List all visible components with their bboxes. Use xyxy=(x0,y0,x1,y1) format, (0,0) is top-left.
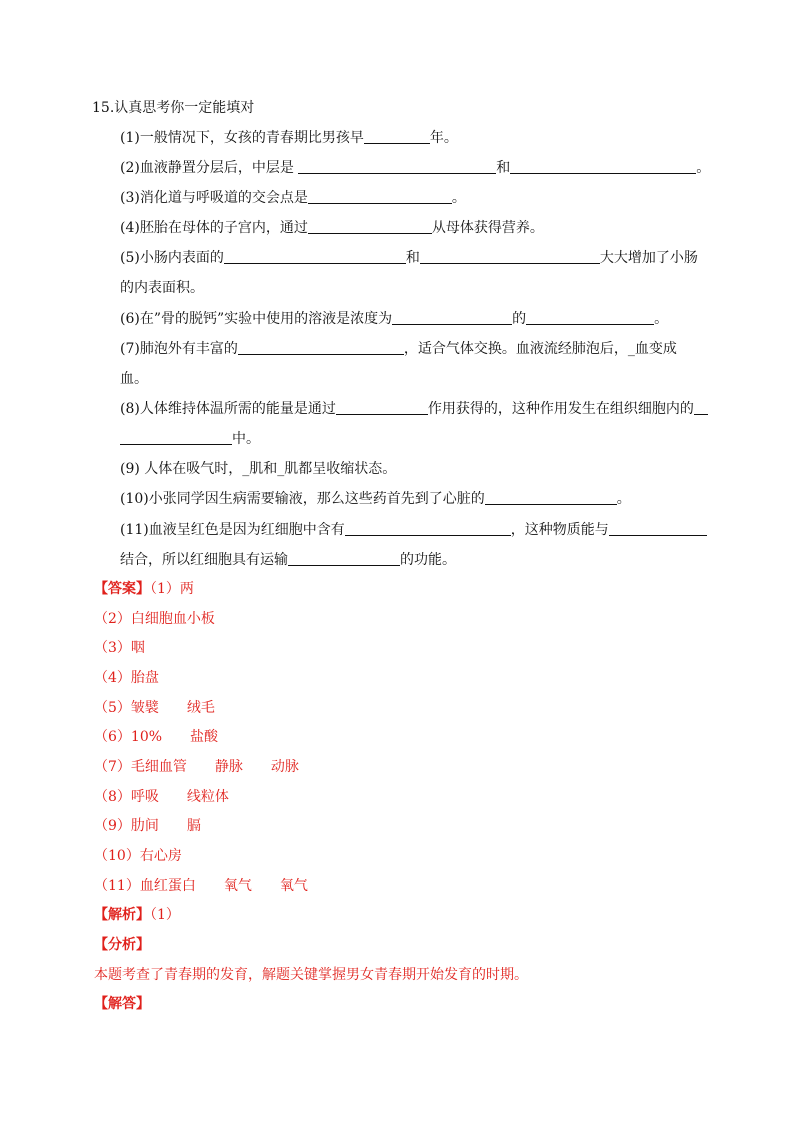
analysis-text: 本题考查了青春期的发育，解题关键掌握男女青春期开始发育的时期。 xyxy=(94,967,528,983)
blank[interactable] xyxy=(120,430,232,445)
solve-heading: 【解答】 xyxy=(94,996,150,1012)
answer-line-7: （7）毛细血管 静脉 动脉 xyxy=(94,759,299,775)
question-title: 15.认真思考你一定能填对 xyxy=(92,100,255,116)
answer-line-10: （10）右心房 xyxy=(94,848,182,864)
blank[interactable] xyxy=(694,400,708,415)
blank[interactable] xyxy=(224,249,406,264)
answer-line-5: （5）皱襞 绒毛 xyxy=(94,700,215,716)
answer-line-11: （11）血红蛋白 氧气 氧气 xyxy=(94,878,308,894)
question-item-8: (8)人体维持体温所需的能量是通过 作用获得的，这种作用发生在组织细胞内的 xyxy=(120,399,708,419)
answer-heading: 【答案】 xyxy=(94,581,150,597)
question-item-9: (9) 人体在吸气时，_肌和_肌都呈收缩状态。 xyxy=(120,461,397,477)
question-item-6: (6)在”骨的脱钙”实验中使用的溶液是浓度为 的 。 xyxy=(120,311,669,327)
answer-line-1: 【答案】（1）两 xyxy=(94,581,194,597)
answer-line-3: （3）咽 xyxy=(94,640,145,656)
question-item-11: (11)血液呈红色是因为红细胞中含有 ，这种物质能与 xyxy=(120,520,707,540)
blank[interactable] xyxy=(392,310,512,325)
analysis-sub-heading: 【分析】 xyxy=(94,937,150,953)
question-item-7: (7)肺泡外有丰富的 ，适合气体交换。血液流经肺泡后，_血变成 xyxy=(120,341,677,357)
question-item-8-cont: 中。 xyxy=(120,429,260,449)
question-item-10: (10)小张同学因生病需要输液，那么这些药首先到了心脏的 。 xyxy=(120,491,631,507)
answer-line-4: （4）胎盘 xyxy=(94,670,159,686)
blank[interactable] xyxy=(308,219,432,234)
blank[interactable] xyxy=(526,310,654,325)
question-item-3: (3)消化道与呼吸道的交会点是 。 xyxy=(120,190,466,206)
blank[interactable] xyxy=(238,340,404,355)
analysis-heading: 【解析】 xyxy=(94,907,150,923)
answer-line-8: （8）呼吸 线粒体 xyxy=(94,789,229,805)
question-item-2: (2)血液静置分层后，中层是 和 。 xyxy=(120,160,711,176)
blank[interactable] xyxy=(364,129,430,144)
question-item-4: (4)胚胎在母体的子宫内，通过 从母体获得营养。 xyxy=(120,220,544,236)
blank[interactable] xyxy=(485,490,617,505)
analysis-line: 【解析】（1） xyxy=(94,907,180,923)
blank[interactable] xyxy=(308,189,452,204)
blank[interactable] xyxy=(336,400,428,415)
answer-line-9: （9）肋间 膈 xyxy=(94,818,201,834)
blank[interactable] xyxy=(345,521,511,536)
blank[interactable] xyxy=(288,551,400,566)
question-item-1: (1)一般情况下，女孩的青春期比男孩早 年。 xyxy=(120,130,458,146)
question-item-11-cont: 结合，所以红细胞具有运输 的功能。 xyxy=(120,552,456,568)
answer-line-6: （6）10% 盐酸 xyxy=(94,729,219,745)
blank[interactable] xyxy=(420,249,600,264)
question-item-5-cont: 的内表面积。 xyxy=(120,280,204,296)
blank[interactable] xyxy=(298,159,496,174)
blank[interactable] xyxy=(510,159,696,174)
blank[interactable] xyxy=(609,521,707,536)
answer-line-2: （2）白细胞血小板 xyxy=(94,611,215,627)
question-item-7-cont: 血。 xyxy=(120,371,148,387)
question-item-5: (5)小肠内表面的 和 大大增加了小肠 xyxy=(120,250,698,266)
